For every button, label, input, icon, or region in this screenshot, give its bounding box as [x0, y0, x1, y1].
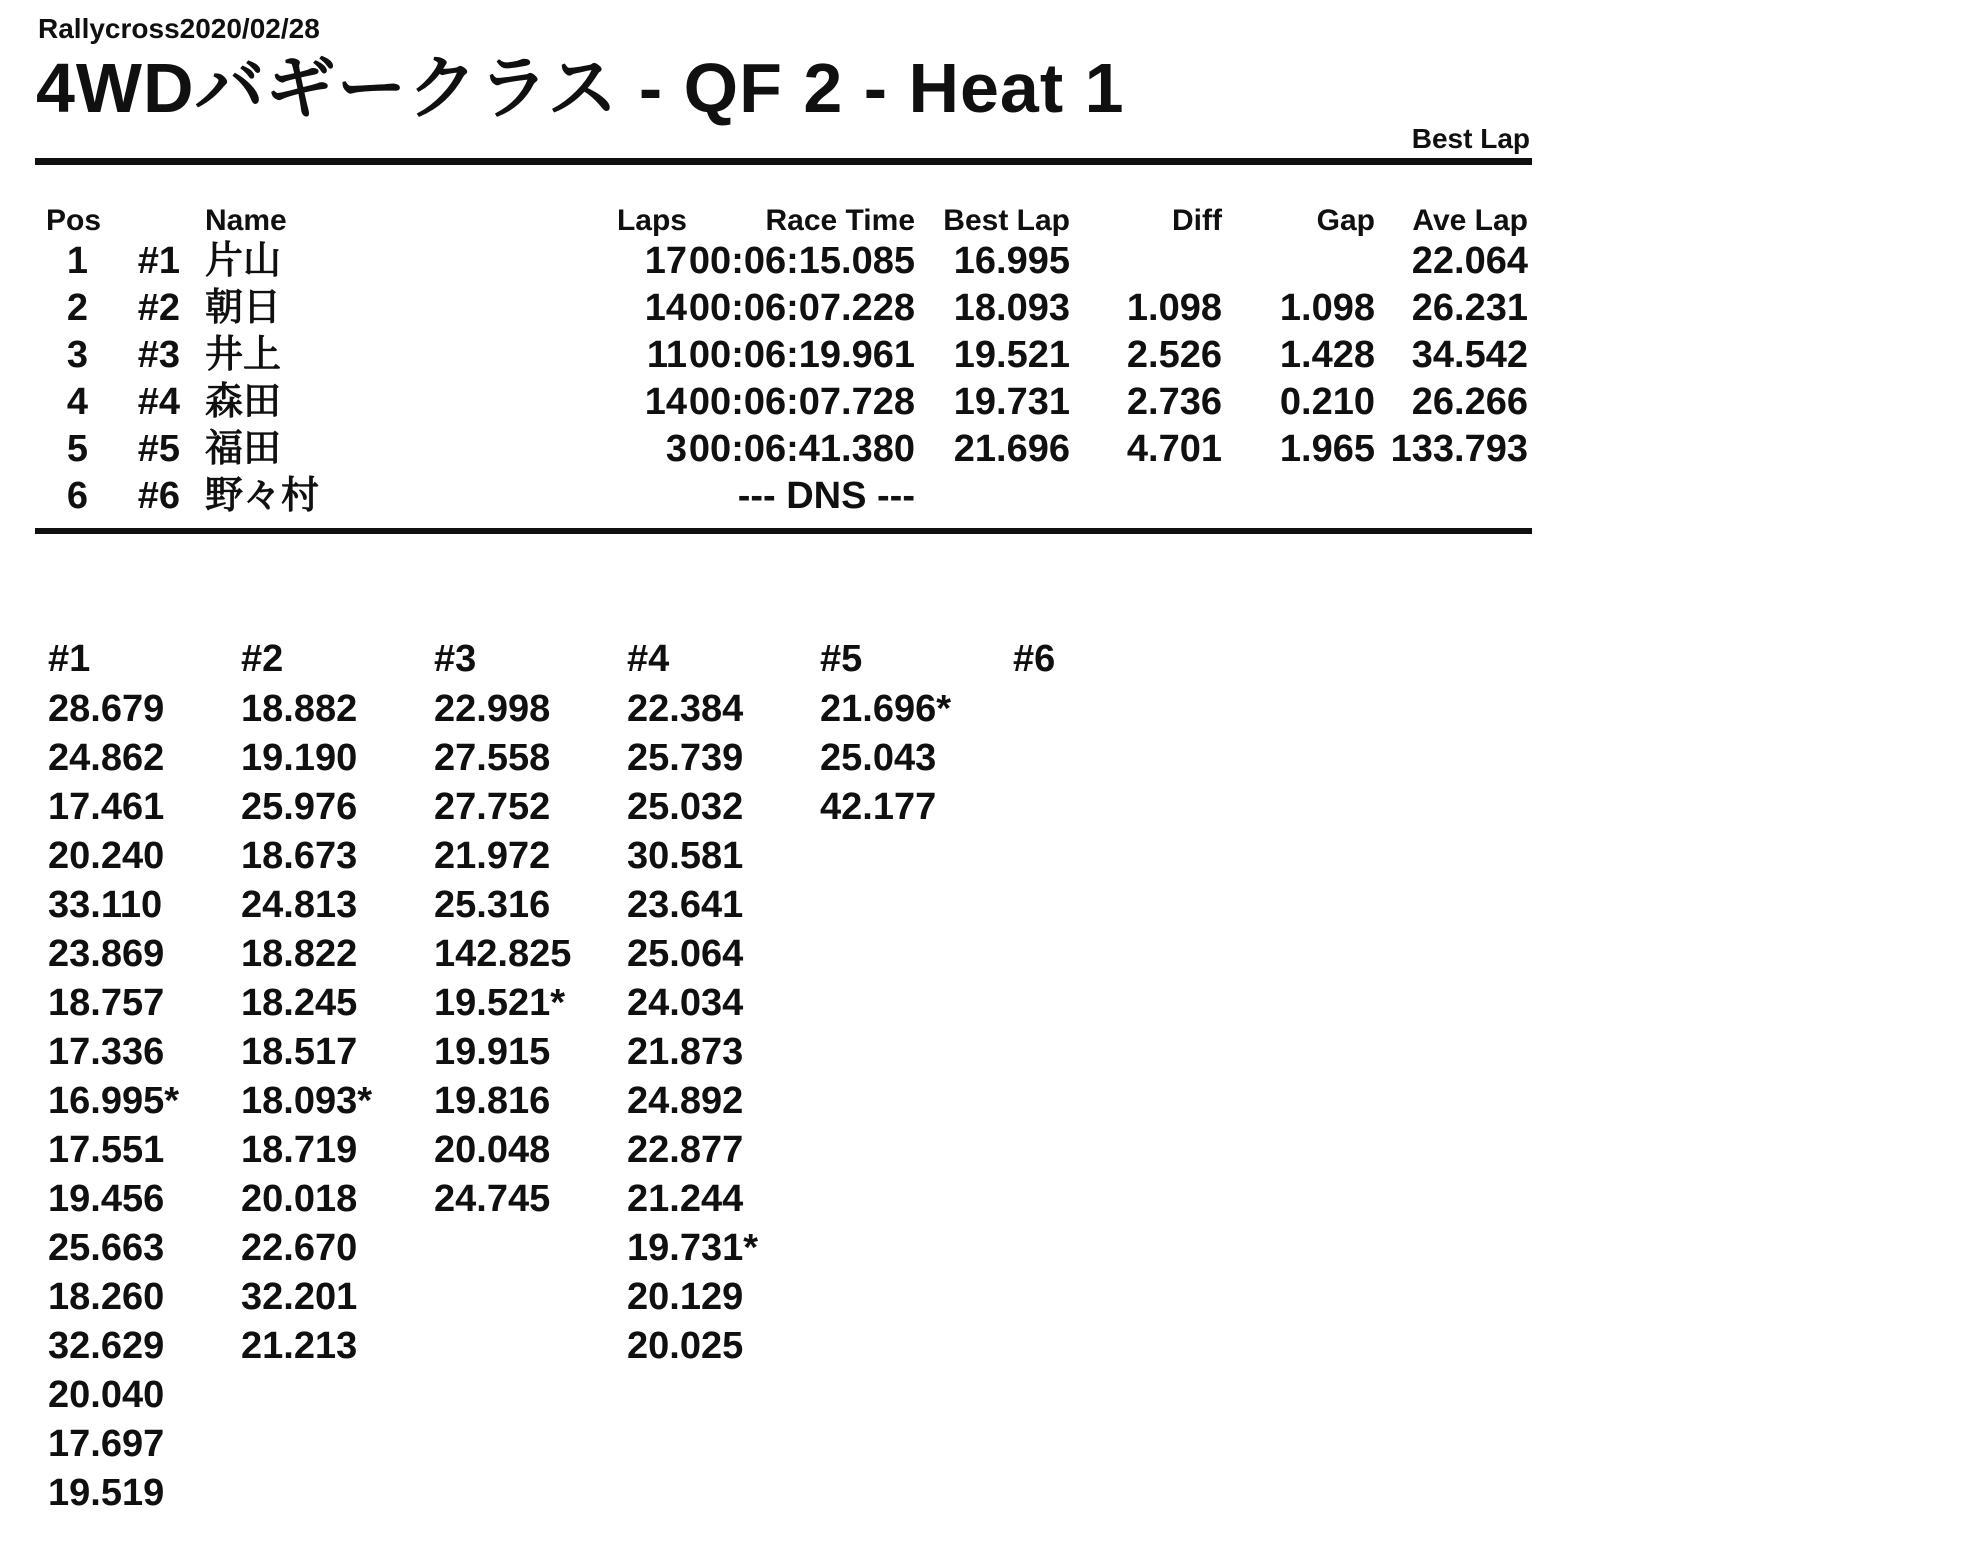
lap-column-5	[820, 633, 1013, 832]
lap-time: 18.822	[241, 933, 358, 975]
lap-time: 20.048	[434, 1129, 551, 1171]
lap-column-header: #1	[48, 638, 91, 680]
lap-time: 25.739	[627, 737, 744, 779]
results-race-time: 00:06:07.228	[688, 287, 915, 329]
lap-time: 18.260	[48, 1276, 165, 1318]
lap-time: 23.869	[48, 933, 165, 975]
results-header-car	[88, 182, 185, 238]
results-name: 朝日	[205, 287, 282, 329]
lap-time: 21.213	[241, 1325, 358, 1367]
results-name: 福田	[205, 428, 282, 470]
lap-time: 20.240	[48, 835, 165, 877]
lap-time: 27.752	[434, 786, 551, 828]
results-name: 片山	[205, 240, 282, 282]
lap-time: 18.757	[48, 982, 165, 1024]
results-race-time: 00:06:07.728	[688, 381, 915, 423]
best-lap-corner-label: Best Lap	[1411, 123, 1530, 154]
lap-time: 21.873	[627, 1031, 744, 1073]
results-pos: 5	[66, 428, 88, 470]
results-pos: 6	[66, 475, 88, 517]
lap-time: 17.461	[48, 786, 165, 828]
lap-time: 21.696*	[820, 688, 952, 730]
lap-time: 24.862	[48, 737, 165, 779]
results-diff: 1.098	[1126, 287, 1222, 329]
lap-time: 25.064	[627, 933, 744, 975]
lap-column-2	[241, 633, 434, 1371]
lap-time: 23.641	[627, 884, 744, 926]
results-race-time: --- DNS ---	[737, 475, 915, 517]
lap-time: 30.581	[627, 835, 744, 877]
lap-time: 20.025	[627, 1325, 744, 1367]
results-header-laps: Laps	[616, 204, 687, 237]
results-gap: 1.428	[1279, 334, 1375, 376]
results-race-time: 00:06:41.380	[688, 428, 915, 470]
results-gap	[1222, 473, 1375, 520]
lap-column-header: #5	[820, 638, 863, 680]
results-table	[38, 182, 1528, 520]
results-pos: 4	[66, 381, 88, 423]
lap-time: 20.129	[627, 1276, 744, 1318]
lap-time: 24.813	[241, 884, 358, 926]
lap-time: 18.093*	[241, 1080, 373, 1122]
lap-column-6	[1013, 633, 1206, 685]
lap-time: 24.034	[627, 982, 744, 1024]
results-diff	[1070, 238, 1222, 285]
results-car: #2	[137, 287, 180, 329]
lap-time: 20.018	[241, 1178, 358, 1220]
results-ave-lap: 26.266	[1411, 381, 1528, 423]
lap-column-4	[627, 633, 820, 1371]
lap-time: 17.697	[48, 1423, 165, 1465]
results-header-gap: Gap	[1316, 204, 1375, 237]
lap-time: 32.629	[48, 1325, 165, 1367]
lap-time: 42.177	[820, 786, 937, 828]
lap-time: 19.731*	[627, 1227, 759, 1269]
results-pos: 1	[66, 240, 88, 282]
lap-time: 18.245	[241, 982, 358, 1024]
lap-time: 22.384	[627, 688, 744, 730]
lap-time: 22.877	[627, 1129, 744, 1171]
results-laps: 17	[644, 240, 687, 282]
results-name: 井上	[205, 334, 282, 376]
results-best-lap: 19.731	[953, 381, 1070, 423]
lap-time: 19.190	[241, 737, 358, 779]
results-race-time: 00:06:19.961	[688, 334, 915, 376]
results-gap: 1.098	[1279, 287, 1375, 329]
lap-time: 19.456	[48, 1178, 165, 1220]
lap-time: 25.043	[820, 737, 937, 779]
results-car: #1	[137, 240, 180, 282]
lap-time: 27.558	[434, 737, 551, 779]
lap-time: 17.551	[48, 1129, 165, 1171]
results-diff: 4.701	[1126, 428, 1222, 470]
results-car: #6	[137, 475, 180, 517]
lap-time: 25.663	[48, 1227, 165, 1269]
lap-time: 33.110	[48, 884, 163, 926]
results-ave-lap: 34.542	[1411, 334, 1528, 376]
lap-time: 17.336	[48, 1031, 165, 1073]
lap-time: 22.998	[434, 688, 551, 730]
lap-time: 32.201	[241, 1276, 358, 1318]
results-gap	[1222, 238, 1375, 285]
results-header-ave-lap: Ave Lap	[1412, 204, 1528, 237]
lap-time: 142.825	[434, 933, 572, 975]
results-laps: 11	[646, 334, 687, 376]
lap-time: 18.673	[241, 835, 358, 877]
results-name: 野々村	[205, 475, 320, 517]
results-ave-lap	[1375, 473, 1528, 520]
results-car: #5	[137, 428, 180, 470]
results-header-diff: Diff	[1172, 204, 1222, 237]
results-gap: 1.965	[1279, 428, 1375, 470]
lap-time: 24.892	[627, 1080, 744, 1122]
lap-time: 18.517	[241, 1031, 358, 1073]
lap-time: 20.040	[48, 1374, 165, 1416]
results-best-lap: 19.521	[953, 334, 1070, 376]
results-diff: 2.736	[1126, 381, 1222, 423]
divider-line-top	[35, 158, 1532, 165]
lap-time: 18.719	[241, 1129, 358, 1171]
results-car: #3	[137, 334, 180, 376]
results-laps	[420, 473, 687, 520]
lap-times-table	[48, 633, 1448, 1533]
results-best-lap	[915, 473, 1070, 520]
lap-time: 28.679	[48, 688, 165, 730]
lap-column-1	[48, 633, 241, 1518]
results-header-pos: Pos	[46, 204, 102, 237]
lap-time: 25.316	[434, 884, 551, 926]
lap-time: 21.972	[434, 835, 551, 877]
results-header-race-time: Race Time	[765, 204, 915, 237]
lap-time: 25.032	[627, 786, 744, 828]
lap-time: 24.745	[434, 1178, 551, 1220]
lap-column-header: #4	[627, 638, 670, 680]
lap-time: 19.521*	[434, 982, 566, 1024]
results-pos: 3	[66, 334, 88, 376]
results-laps: 14	[644, 381, 687, 423]
event-date-line: Rallycross2020/02/28	[38, 13, 320, 44]
results-gap: 0.210	[1279, 381, 1375, 423]
results-diff: 2.526	[1126, 334, 1222, 376]
lap-time: 19.816	[434, 1080, 551, 1122]
results-car: #4	[137, 381, 180, 423]
lap-column-header: #2	[241, 638, 284, 680]
page-title: 4WDバギークラス - QF 2 - Heat 1	[36, 49, 1125, 127]
results-ave-lap: 22.064	[1411, 240, 1528, 282]
lap-time: 25.976	[241, 786, 358, 828]
results-best-lap: 16.995	[953, 240, 1070, 282]
lap-time: 21.244	[627, 1178, 744, 1220]
lap-time: 19.915	[434, 1031, 551, 1073]
results-diff	[1070, 473, 1222, 520]
results-best-lap: 18.093	[953, 287, 1070, 329]
lap-time: 16.995*	[48, 1080, 180, 1122]
lap-time: 18.882	[241, 688, 358, 730]
lap-column-header: #6	[1013, 638, 1056, 680]
lap-column-3	[434, 633, 627, 1224]
results-pos: 2	[66, 287, 88, 329]
lap-time: 22.670	[241, 1227, 358, 1269]
results-ave-lap: 133.793	[1390, 428, 1528, 470]
results-race-time: 00:06:15.085	[688, 240, 915, 282]
lap-column-header: #3	[434, 638, 477, 680]
results-ave-lap: 26.231	[1411, 287, 1528, 329]
results-best-lap: 21.696	[953, 428, 1070, 470]
results-laps: 3	[665, 428, 687, 470]
results-laps: 14	[644, 287, 687, 329]
results-header-best-lap: Best Lap	[943, 204, 1070, 237]
results-name: 森田	[205, 381, 282, 423]
divider-line-bottom	[35, 528, 1532, 534]
results-header-name: Name	[205, 204, 287, 237]
lap-time: 19.519	[48, 1472, 165, 1514]
